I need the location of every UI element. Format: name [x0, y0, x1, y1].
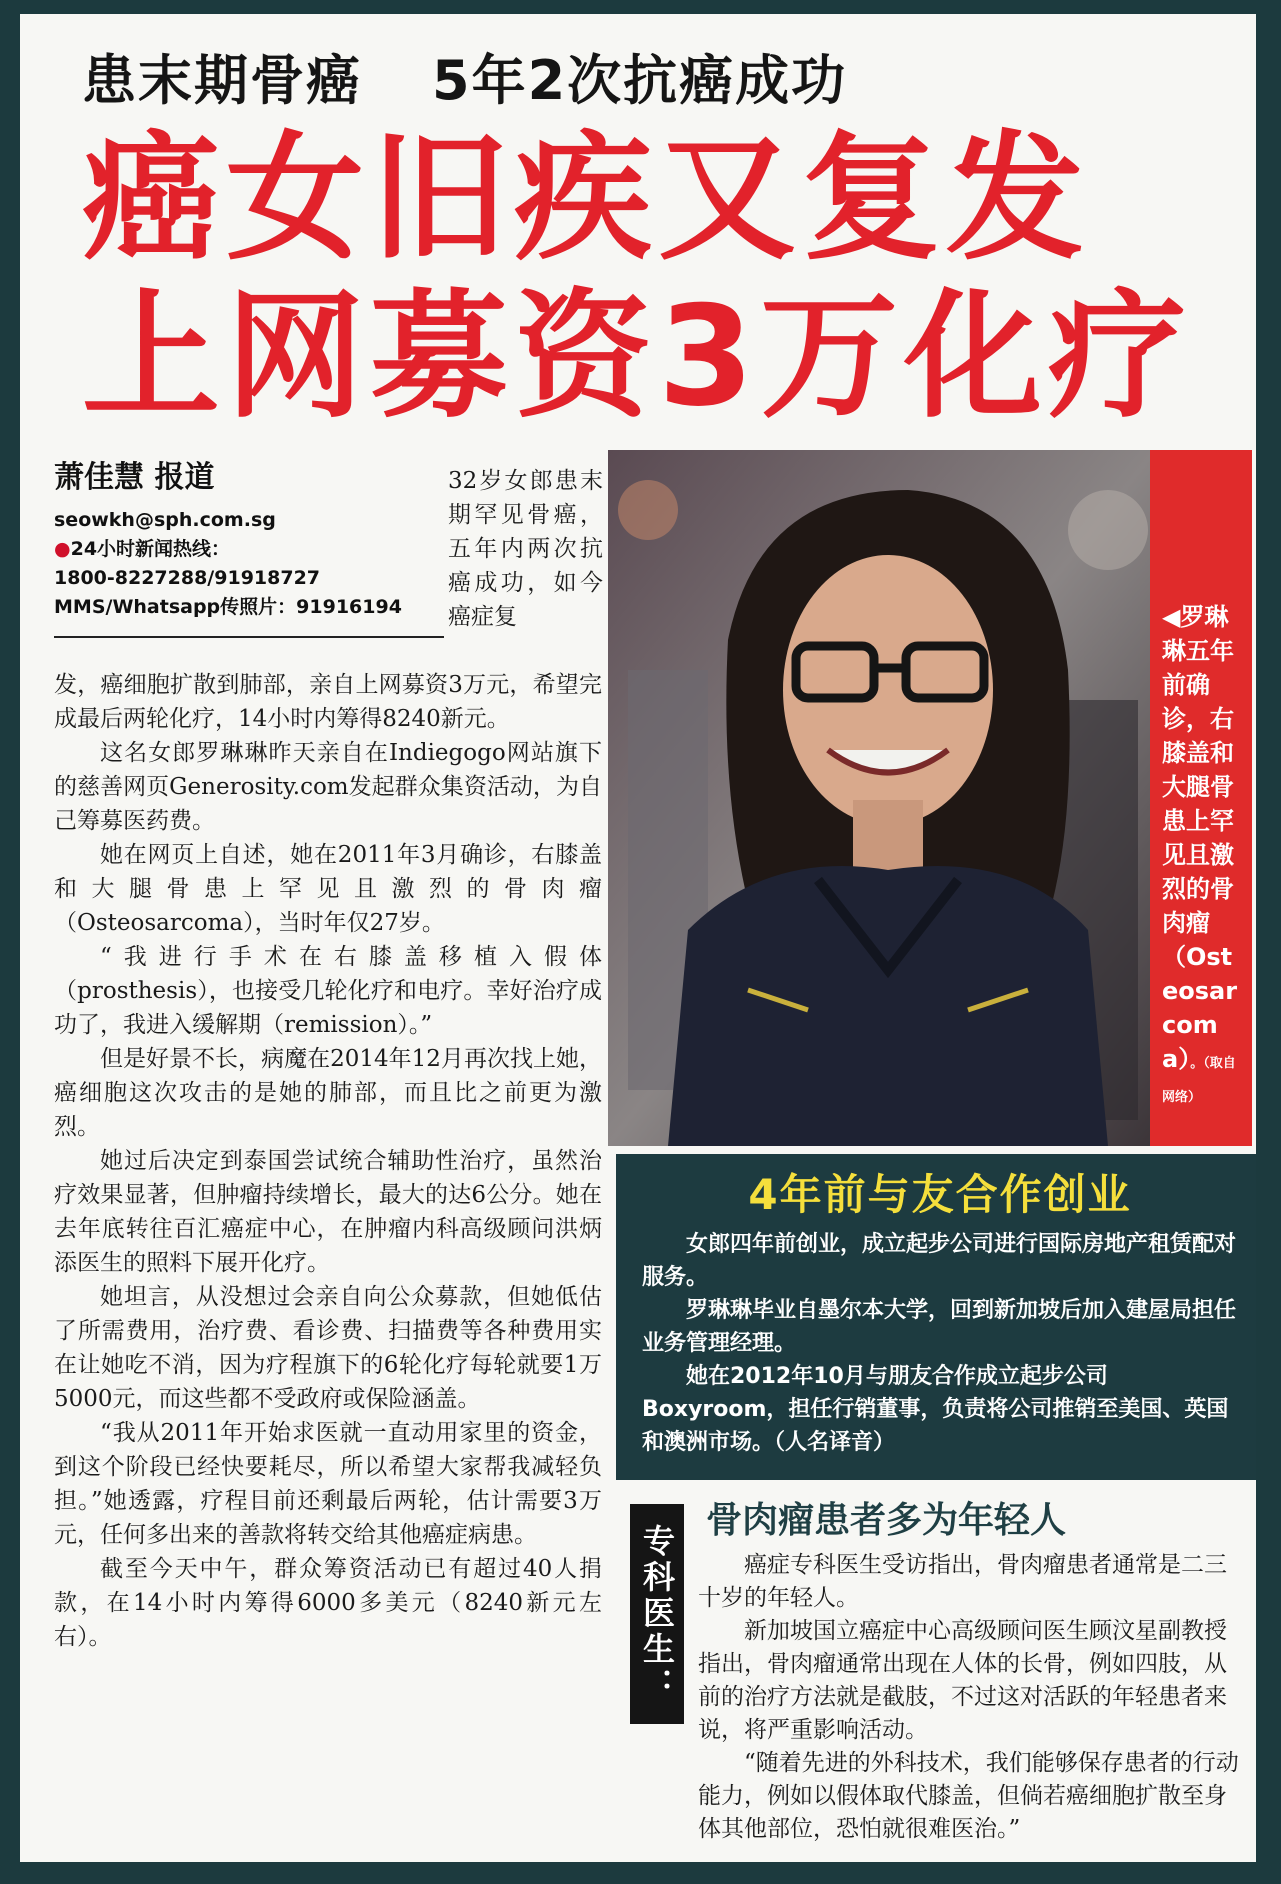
- sidebar-business-paragraph: 她在2012年10月与朋友合作成立起步公司Boxyroom，担任行销董事，负责将公司推销至美国、英国和澳洲市场。（人名译音）: [642, 1364, 1229, 1455]
- headline-line-1: 癌女旧疾又复发: [82, 118, 1091, 279]
- kicker-part-1: 患末期骨癌: [82, 49, 362, 112]
- byline-mms: MMS/Whatsapp传照片：91916194: [54, 596, 402, 618]
- photo-caption-text: ◀罗琳琳五年前确诊，右膝盖和大腿骨患上罕见且激烈的骨肉瘤（Osteosarcoma）: [1162, 603, 1238, 1073]
- byline-divider: [54, 636, 444, 638]
- kicker-part-2: 5年2次抗癌成功: [432, 49, 848, 112]
- sidebar-doctor-paragraph: “随着先进的外科技术，我们能够保存患者的行动能力，例如以假体取代膝盖，但倘若癌细胞扩散至身体其他部位，恐怕就很难医治。”: [698, 1750, 1239, 1842]
- article-paragraph: “我进行手术在右膝盖移植入假体（prosthesis），也接受几轮化疗和电疗。幸好治疗成功了，我进入缓解期（remission）。”: [54, 944, 602, 1038]
- byline-author: 萧佳慧 报道: [54, 460, 215, 495]
- article-paragraph: 她过后决定到泰国尝试统合辅助性治疗，虽然治疗效果显著，但肿瘤持续增长，最大的达6公分。她在去年底转往百汇癌症中心，在肿瘤内科高级顾问洪炳添医生的照料下展开化疗。: [54, 1148, 602, 1276]
- article-paragraph: 这名女郎罗琳琳昨天亲自在Indiegogo网站旗下的慈善网页Generosity.com发起群众集资活动，为自己筹募医药费。: [54, 740, 602, 834]
- article-body: [54, 668, 602, 1654]
- sidebar-doctor-title: 骨肉瘤患者多为年轻人: [706, 1500, 1067, 1541]
- sidebar-doctor-paragraph: 新加坡国立癌症中心高级顾问医生顾汶星副教授指出，骨肉瘤通常出现在人体的长骨，例如四肢，从前的治疗方法就是截肢，不过这对活跃的年轻患者来说，将严重影响活动。: [698, 1618, 1227, 1743]
- article-paragraph: “我从2011年开始求医就一直动用家里的资金，到这个阶段已经快要耗尽，所以希望大家帮我减轻负担。”她透露，疗程目前还剩最后两轮，估计需要3万元，任何多出来的善款将转交给其他癌症病患。: [54, 1420, 602, 1548]
- portrait-illustration: [608, 450, 1156, 1146]
- sidebar-business-title: 4年前与友合作创业: [748, 1170, 1132, 1219]
- article-intro: 32岁女郎患末期罕见骨癌，五年内两次抗癌成功，如今癌症复: [448, 468, 603, 630]
- byline-hotline-numbers: 1800-8227288/91918727: [54, 567, 321, 589]
- byline-email: seowkh@sph.com.sg: [54, 509, 276, 531]
- newspaper-page: [20, 14, 1256, 1862]
- sidebar-doctor-paragraph: 癌症专科医生受访指出，骨肉瘤患者通常是二三十岁的年轻人。: [698, 1552, 1227, 1611]
- bullet-icon: ●: [54, 538, 71, 560]
- article-paragraph: 她在网页上自述，她在2011年3月确诊，右膝盖和大腿骨患上罕见且激烈的骨肉瘤（Osteosarcoma），当时年仅27岁。: [54, 842, 602, 936]
- byline-hotline: [54, 535, 454, 564]
- sidebar-business: [616, 1154, 1256, 1480]
- sidebar-doctor-body: [698, 1549, 1240, 1846]
- article-paragraph: 但是好景不长，病魔在2014年12月再次找上她，癌细胞这次攻击的是她的肺部，而且比之前更为激烈。: [54, 1046, 602, 1140]
- article-paragraph: 她坦言，从没想过会亲自向公众募款，但她低估了所需费用，治疗费、看诊费、扫描费等各种费用实在让她吃不消，因为疗程旗下的6轮化疗每轮就要1万5000元，而这些都不受政府或保险涵盖。: [54, 1284, 602, 1412]
- byline: [54, 452, 454, 622]
- kicker-headline: [82, 38, 847, 115]
- headline-line-2: 上网募资3万化疗: [82, 276, 1193, 437]
- sidebar-doctor: [616, 1484, 1256, 1860]
- specialist-label: 专科医生：: [630, 1504, 684, 1724]
- sidebar-business-paragraph: 女郎四年前创业，成立起步公司进行国际房地产租赁配对服务。: [642, 1232, 1237, 1290]
- photo-caption: [1150, 450, 1252, 1146]
- portrait-photo: [608, 450, 1156, 1146]
- article-paragraph: 截至今天中午，群众筹资活动已有超过40人捐款，在14小时内筹得6000多美元（8240新元左右）。: [54, 1556, 602, 1650]
- hotline-label: 24小时新闻热线：: [70, 538, 231, 560]
- photo-caption-source: 。（取自网络）: [1162, 1056, 1236, 1105]
- article-paragraph: 发，癌细胞扩散到肺部，亲自上网募资3万元，希望完成最后两轮化疗，14小时内筹得8240新元。: [54, 672, 602, 732]
- sidebar-business-paragraph: 罗琳琳毕业自墨尔本大学，回到新加坡后加入建屋局担任业务管理经理。: [642, 1298, 1237, 1356]
